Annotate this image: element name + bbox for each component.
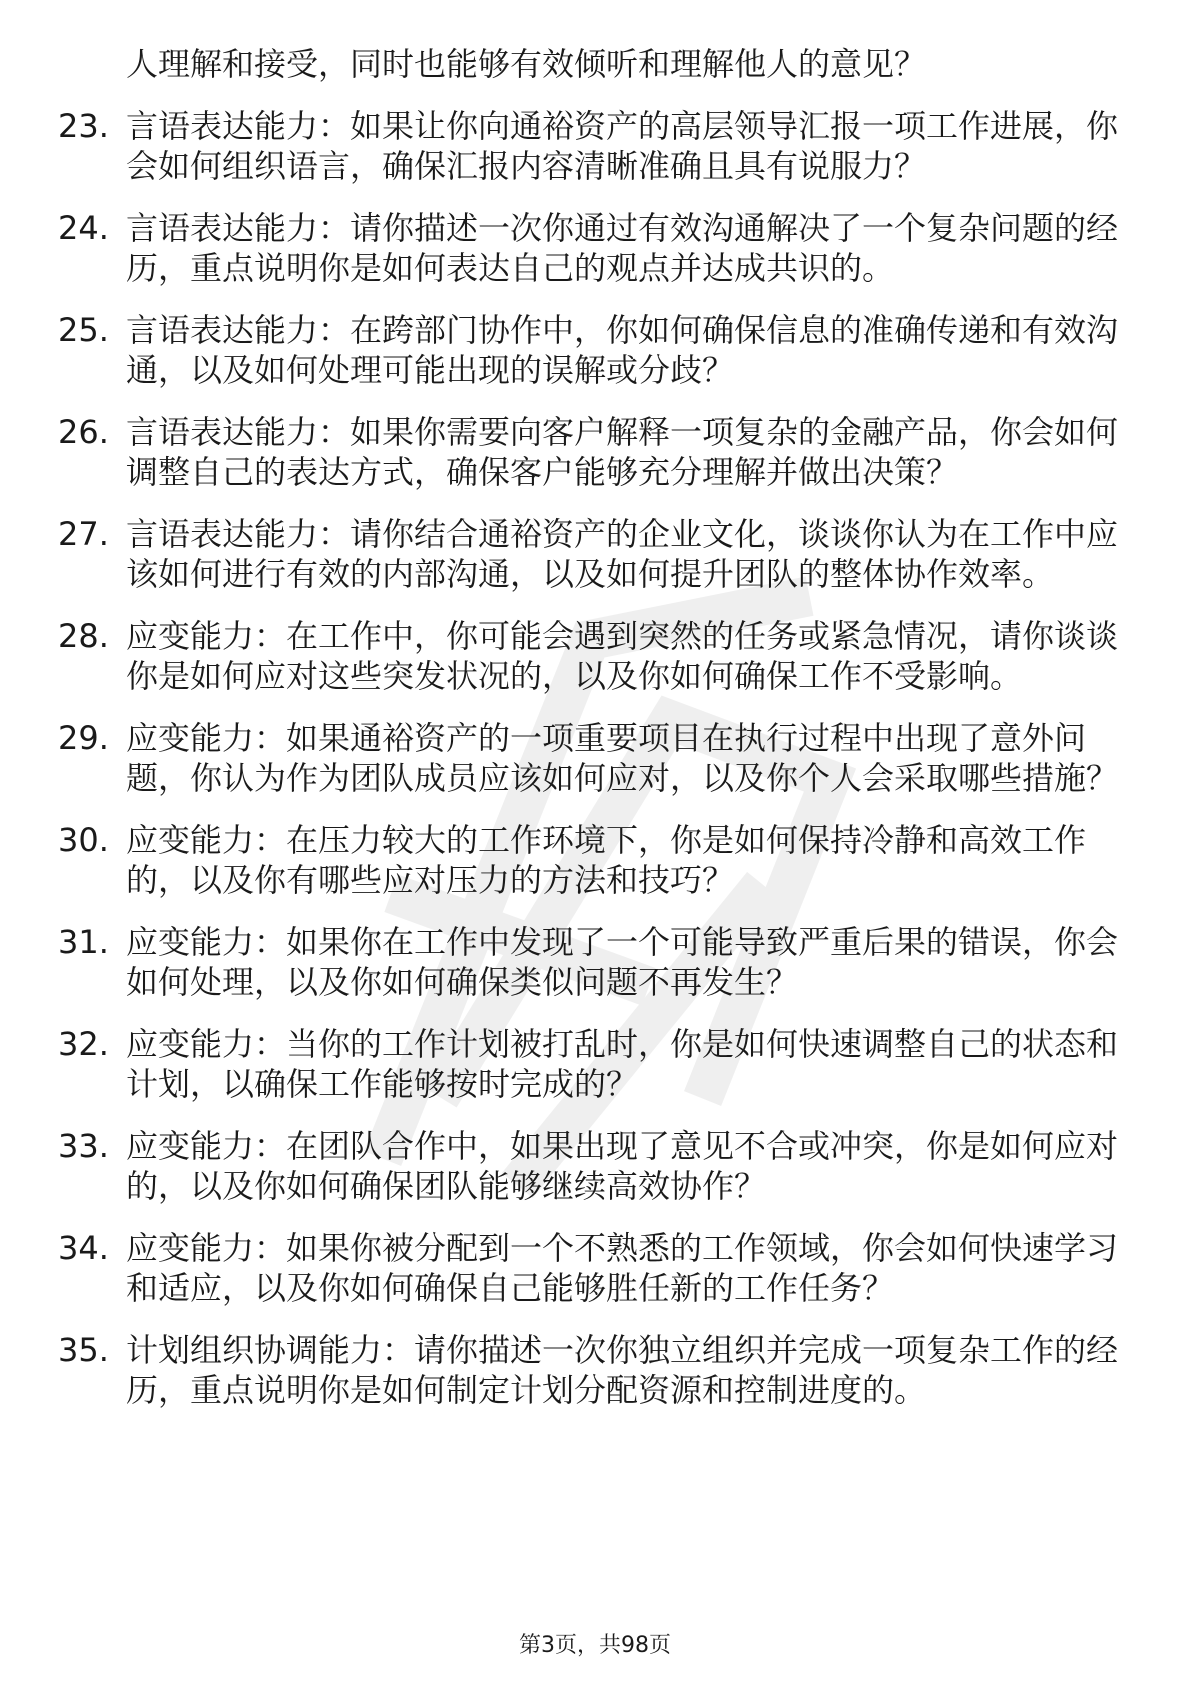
- list-item: [58, 106, 1118, 186]
- question-text: 言语表达能力：在跨部门协作中，你如何确保信息的准确传递和有效沟通，以及如何处理可能出现的误解或分歧？: [126, 311, 1119, 389]
- question-number: 23.: [58, 107, 109, 145]
- question-number: 26.: [58, 413, 109, 451]
- page-number: 第3页，共98页: [519, 1633, 671, 1658]
- list-item: [58, 922, 1118, 1002]
- question-text: 应变能力：在团队合作中，如果出现了意见不合或冲突，你是如何应对的，以及你如何确保团队能够继续高效协作？: [126, 1127, 1119, 1205]
- list-item: [58, 514, 1118, 594]
- question-number: 27.: [58, 515, 109, 553]
- question-text: 言语表达能力：如果让你向通裕资产的高层领导汇报一项工作进展，你会如何组织语言，确保汇报内容清晰准确且具有说服力？: [126, 107, 1119, 185]
- list-item: [58, 1330, 1118, 1410]
- question-number: 34.: [58, 1229, 109, 1267]
- question-text: 计划组织协调能力：请你描述一次你独立组织并完成一项复杂工作的经历，重点说明你是如何制定计划分配资源和控制进度的。: [126, 1331, 1119, 1409]
- list-item: [58, 616, 1118, 696]
- list-item: [58, 1024, 1118, 1104]
- list-item: [58, 1126, 1118, 1206]
- continued-text: 人理解和接受，同时也能够有效倾听和理解他人的意见？: [126, 45, 927, 83]
- question-text: 言语表达能力：如果你需要向客户解释一项复杂的金融产品，你会如何调整自己的表达方式，确保客户能够充分理解并做出决策？: [126, 413, 1119, 491]
- list-item: [58, 412, 1118, 492]
- question-number: 35.: [58, 1331, 109, 1369]
- question-text: 应变能力：当你的工作计划被打乱时，你是如何快速调整自己的状态和计划，以确保工作能够按时完成的？: [126, 1025, 1119, 1103]
- question-number: 31.: [58, 923, 109, 961]
- question-number: 30.: [58, 821, 109, 859]
- list-item: [58, 1228, 1118, 1308]
- question-number: 25.: [58, 311, 109, 349]
- question-text: 应变能力：如果你被分配到一个不熟悉的工作领域，你会如何快速学习和适应，以及你如何确保自己能够胜任新的工作任务？: [126, 1229, 1119, 1307]
- question-number: 24.: [58, 209, 109, 247]
- question-text: 应变能力：在工作中，你可能会遇到突然的任务或紧急情况，请你谈谈你是如何应对这些突发状况的，以及你如何确保工作不受影响。: [126, 617, 1119, 695]
- question-number: 28.: [58, 617, 109, 655]
- question-list: [58, 44, 1118, 1432]
- question-number: 33.: [58, 1127, 109, 1165]
- question-number: 32.: [58, 1025, 109, 1063]
- question-text: 应变能力：如果通裕资产的一项重要项目在执行过程中出现了意外问题，你认为作为团队成员应该如何应对，以及你个人会采取哪些措施？: [126, 719, 1119, 797]
- question-text: 应变能力：在压力较大的工作环境下，你是如何保持冷静和高效工作的，以及你有哪些应对压力的方法和技巧？: [126, 821, 1087, 899]
- question-text: 言语表达能力：请你描述一次你通过有效沟通解决了一个复杂问题的经历，重点说明你是如何表达自己的观点并达成共识的。: [126, 209, 1119, 287]
- question-text: 言语表达能力：请你结合通裕资产的企业文化，谈谈你认为在工作中应该如何进行有效的内部沟通，以及如何提升团队的整体协作效率。: [126, 515, 1119, 593]
- question-number: 29.: [58, 719, 109, 757]
- list-item: [58, 718, 1118, 798]
- list-item: [58, 208, 1118, 288]
- list-item: [58, 310, 1118, 390]
- question-text: 应变能力：如果你在工作中发现了一个可能导致严重后果的错误，你会如何处理，以及你如何确保类似问题不再发生？: [126, 923, 1119, 1001]
- list-item: [58, 820, 1118, 900]
